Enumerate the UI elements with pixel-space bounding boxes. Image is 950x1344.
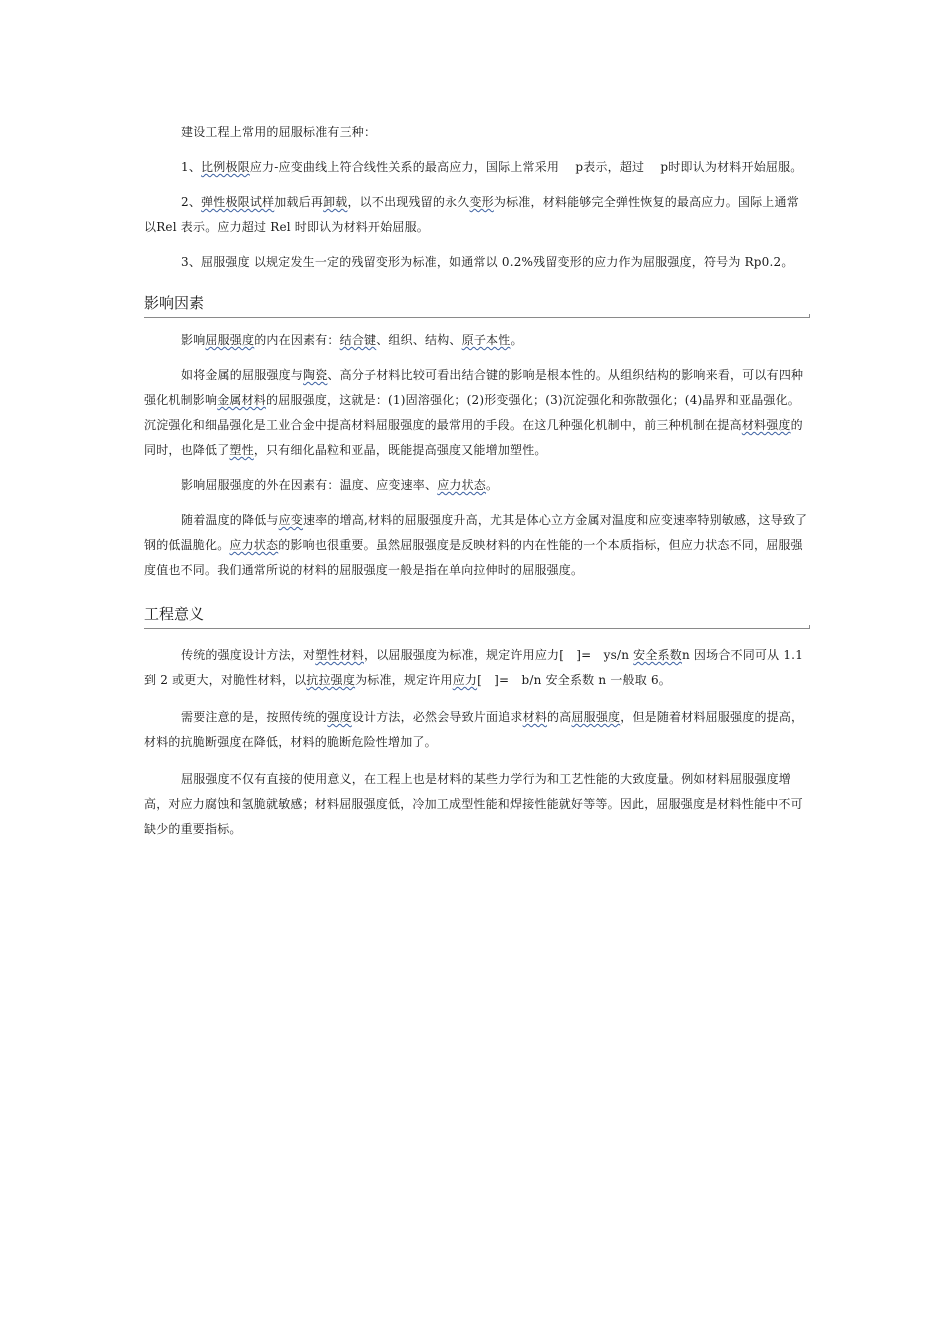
- link-stress-state[interactable]: 应力状态: [437, 478, 487, 492]
- section-heading-influencing-factors: 影响因素: [144, 292, 810, 318]
- text-span: 。: [486, 478, 499, 492]
- text-span: 的影响也很重要。虽然屈服强度是反映材料的内在性能的一个本质指标，但应力状态不同，屈服强度值也不同。我们通常所说的材料的屈服强度一般是指在单向拉伸时的屈服强度。: [144, 538, 803, 577]
- item-number: 1、: [181, 160, 202, 174]
- link-plasticity[interactable]: 塑性: [229, 443, 254, 457]
- intro-paragraph: 建设工程上常用的屈服标准有三种：: [181, 125, 377, 139]
- item-text: 应力-应变曲线上符合线性关系的最高应力，国际上常采用 p表示，超过 p时即认为材料开始屈服。: [249, 160, 803, 174]
- text-span: 设计方法，必然会导致片面追求: [351, 710, 523, 724]
- link-material-strength[interactable]: 材料强度: [741, 418, 791, 432]
- link-material[interactable]: 材料: [522, 710, 548, 724]
- text-span: 需要注意的是，按照传统的: [181, 710, 328, 724]
- link-yield-strength[interactable]: 屈服强度: [205, 333, 255, 347]
- yield-standard-item-2: [144, 190, 810, 240]
- design-method-paragraph: [144, 643, 810, 693]
- document-body: [144, 120, 810, 842]
- link-plastic-materials[interactable]: 塑性材料: [315, 648, 365, 662]
- link-stress-state-2[interactable]: 应力状态: [229, 538, 279, 552]
- link-proportional-limit[interactable]: 比例极限: [201, 160, 250, 174]
- text-span: 随着温度的降低与: [181, 513, 279, 527]
- text-span: [ ]= b/n 安全系数 n 一般取 6。: [477, 673, 671, 687]
- text-span: ，但是随着材料屈服强度的提高，材料的抗脆断强度在降低，材料的脆断危险性增加了。: [144, 710, 804, 749]
- link-bonding[interactable]: 结合键: [339, 333, 377, 347]
- item-text: 为标准，材料能够完全弹性恢复的最高应力。国际上通常以Rel 表示。应力超过 Rel 时即认为材料开始屈服。: [144, 195, 799, 234]
- strengthening-mechanisms-paragraph: [144, 363, 810, 463]
- link-safety-factor[interactable]: 安全系数: [633, 648, 682, 662]
- link-strain[interactable]: 应变: [278, 513, 304, 527]
- link-strength[interactable]: 强度: [327, 710, 352, 724]
- item-number: 2、: [181, 195, 202, 209]
- link-ceramics[interactable]: 陶瓷: [303, 368, 328, 382]
- link-deformation[interactable]: 变形: [469, 195, 494, 209]
- text-span: 的同时，也降低了: [144, 418, 803, 457]
- yield-standard-item-3: 3、屈服强度 以规定发生一定的残留变形为标准，如通常以 0.2%残留变形的应力作为屈服强度，符号为 Rp0.2。: [181, 255, 794, 269]
- importance-paragraph: 屈服强度不仅有直接的使用意义，在工程上也是材料的某些力学行为和工艺性能的大致度量。例如材料屈服强度增高，对应力腐蚀和氢脆就敏感；材料屈服强度低，冷加工成型性能和焊接性能就好等等。因此，屈服强度是材料性能中不可缺少的重要指标。: [144, 772, 803, 836]
- text-span: n 因场合不同可从 1.1 到 2 或更大，对脆性材料，以: [144, 648, 804, 687]
- text-span: 的屈服强度，这就是：(1)固溶强化；(2)形变强化；(3)沉淀强化和弥散强化；(4)晶界和亚晶强化。沉淀强化和细晶强化是工业合金中提高材料屈服强度的最常用的手段。在这几种强化机制中，前三种机制在提高: [144, 393, 801, 432]
- text-span: 的内在因素有：: [254, 333, 340, 347]
- text-span: 、高分子材料比较可看出结合键的影响是根本性的。从组织结构的影响来看，可以有四种强化机制影响: [144, 368, 804, 407]
- text-span: 影响屈服强度的外在因素有：温度、应变速率、: [181, 478, 438, 492]
- temperature-strain-rate-paragraph: [144, 508, 810, 583]
- text-span: 、组织、结构、: [376, 333, 462, 347]
- link-stress[interactable]: 应力: [452, 673, 478, 687]
- text-span: 为标准，规定许用: [355, 673, 453, 687]
- text-span: ，只有细化晶粒和亚晶，既能提高强度又能增加塑性。: [253, 443, 547, 457]
- item-text: 加载后再: [274, 195, 324, 209]
- influence-internal-paragraph: [144, 328, 810, 353]
- link-elastic-limit-specimen[interactable]: 弹性极限试样: [201, 195, 275, 209]
- influence-external-paragraph: [144, 473, 810, 498]
- section-heading-engineering-significance: 工程意义: [144, 603, 810, 629]
- text-span: 如将金属的屈服强度与: [181, 368, 304, 382]
- text-span: 影响: [181, 333, 206, 347]
- text-span: 传统的强度设计方法，对: [181, 648, 316, 662]
- text-span: 。: [510, 333, 523, 347]
- text-span: 的高: [547, 710, 572, 724]
- link-metal-materials[interactable]: 金属材料: [217, 393, 267, 407]
- text-span: 速率的增高,材料的屈服强度升高，尤其是体心立方金属对温度和应变速率特别敏感，这导致了钢的低温脆化。: [144, 513, 808, 552]
- item-text: ，以不出现残留的永久: [347, 195, 470, 209]
- yield-standard-item-1: [144, 155, 810, 180]
- link-atomic-nature[interactable]: 原子本性: [461, 333, 511, 347]
- link-yield-strength-2[interactable]: 屈服强度: [571, 710, 621, 724]
- link-tensile-strength[interactable]: 抗拉强度: [306, 673, 356, 687]
- link-unloading[interactable]: 卸载: [323, 195, 348, 209]
- brittle-fracture-paragraph: [144, 705, 810, 755]
- text-span: ，以屈服强度为标准，规定许用应力[ ]= ys/n: [364, 648, 634, 662]
